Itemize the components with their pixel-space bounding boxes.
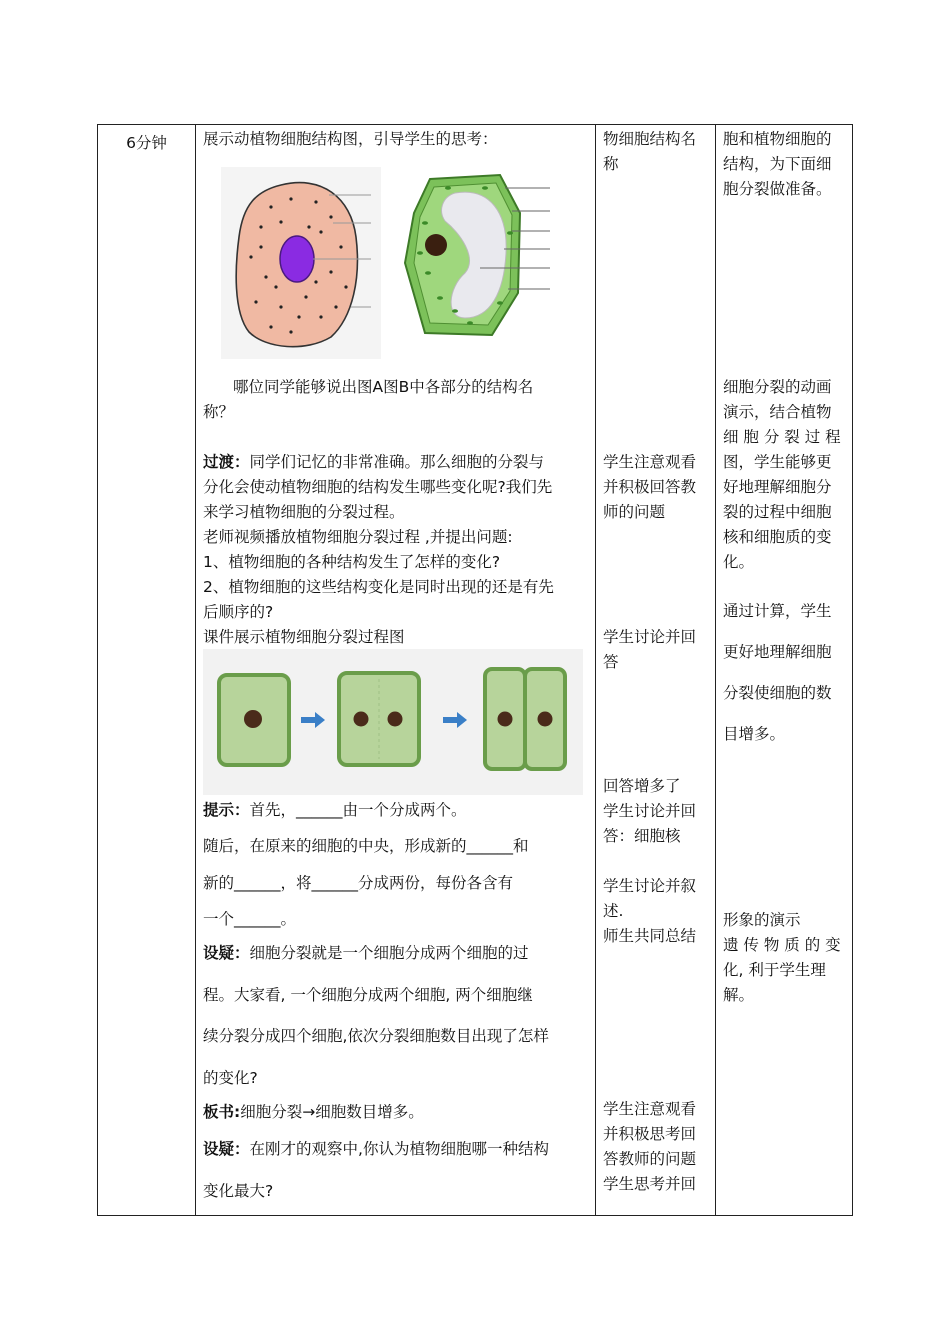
doubt2-text: 在刚才的观察中,你认为植物细胞哪一种结构	[249, 1140, 549, 1158]
transition-text: 分化会使动植物细胞的结构发生哪些变化呢?我们先	[203, 478, 553, 496]
intent-text: 核和细胞质的变	[723, 528, 832, 546]
doubt-text: 程。大家看, 一个细胞分成两个细胞, 两个细胞继	[203, 986, 533, 1004]
intent-text: 演示，结合植物	[723, 403, 832, 421]
student-text: 学生注意观看	[603, 453, 697, 471]
doubt2-line	[203, 1137, 549, 1162]
intent-text: 通过计算，学生	[723, 602, 832, 620]
intent-text: 胞和植物细胞的	[723, 130, 832, 148]
hint-text: 随后，在原来的细胞的中央，形成新的______和	[203, 837, 529, 855]
question-2: 后顺序的?	[203, 603, 274, 621]
doubt-text: 续分裂分成四个细胞,依次分裂细胞数目出现了怎样	[203, 1027, 549, 1045]
student-text: 答：细胞核	[603, 827, 681, 845]
student-text: 并积极思考回	[603, 1125, 697, 1143]
hint-text: 新的______，将______分成两份，每份各含有	[203, 874, 514, 892]
division-stage-2-nucleus	[388, 712, 403, 727]
intent-text: 化, 利于学生理	[723, 961, 826, 979]
board-text: 细胞分裂→细胞数目增多。	[240, 1103, 424, 1121]
time-label: 6分钟	[126, 134, 167, 152]
intent-text: 图，学生能够更	[723, 453, 832, 471]
division-stage-3-nucleus	[538, 712, 553, 727]
student-activity-cell	[595, 125, 715, 1215]
plant-cell-figure	[400, 173, 560, 341]
hint-line	[203, 798, 467, 823]
division-stage-3-nucleus	[498, 712, 513, 727]
student-text: 学生讨论并叙	[603, 877, 697, 895]
intent-text: 目增多。	[723, 725, 786, 743]
division-stage-2-nucleus	[354, 712, 369, 727]
board-label: 板书:	[203, 1103, 241, 1121]
doubt-label: 设疑：	[203, 944, 250, 962]
intent-text: 解。	[723, 986, 755, 1004]
student-text: 答	[603, 653, 619, 671]
student-text: 学生讨论并回	[603, 628, 697, 646]
student-text: 师生共同总结	[603, 927, 697, 945]
intent-text: 细胞分裂的动画	[723, 378, 832, 396]
question-2: 2、植物细胞的这些结构变化是同时出现的还是有先	[203, 578, 554, 596]
animal-cell-nucleus	[280, 236, 314, 282]
hint-label: 提示：	[203, 801, 250, 819]
doubt-line	[203, 941, 529, 966]
division-stage-1-nucleus	[244, 710, 262, 728]
intent-text: 分裂使细胞的数	[723, 684, 832, 702]
student-text: 学生思考并回	[603, 1175, 697, 1193]
teacher-activity-cell	[195, 125, 595, 1215]
intent-text: 结构，为下面细	[723, 155, 832, 173]
student-text: 并积极回答教	[603, 478, 697, 496]
student-text: 述.	[603, 902, 624, 920]
question-text: 称？	[203, 403, 235, 421]
intent-text: 形象的演示	[723, 911, 801, 929]
doubt2-label: 设疑：	[203, 1140, 250, 1158]
time-cell	[98, 125, 195, 1215]
transition-label: 过渡：	[203, 453, 250, 471]
intent-text: 更好地理解细胞	[723, 643, 832, 661]
student-text: 学生讨论并回	[603, 802, 697, 820]
board-line	[203, 1100, 424, 1125]
transition-text: 同学们记忆的非常准确。那么细胞的分裂与	[249, 453, 545, 471]
design-intent-cell	[715, 125, 854, 1215]
question-1: 1、植物细胞的各种结构发生了怎样的变化?	[203, 553, 501, 571]
intent-text: 胞分裂做准备。	[723, 180, 832, 198]
student-text: 学生注意观看	[603, 1100, 697, 1118]
cell-division-figure	[203, 649, 583, 795]
intent-text: 细 胞 分 裂 过 程	[723, 428, 841, 446]
transition-line	[203, 450, 544, 475]
student-text: 回答增多了	[603, 777, 681, 795]
intent-text: 遗 传 物 质 的 变	[723, 936, 841, 954]
transition-text: 来学习植物细胞的分裂过程。	[203, 503, 405, 521]
student-text: 称	[603, 155, 619, 173]
intent-text: 好地理解细胞分	[723, 478, 832, 496]
intro-text: 展示动植物细胞结构图，引导学生的思考：	[203, 130, 498, 148]
plant-cell-nucleus	[425, 234, 447, 256]
intent-text: 裂的过程中细胞	[723, 503, 832, 521]
animal-cell-figure	[221, 167, 381, 359]
doubt2-text: 变化最大?	[203, 1182, 274, 1200]
show-process-text: 课件展示植物细胞分裂过程图	[203, 628, 405, 646]
hint-text: 首先，______由一个分成两个。	[249, 801, 467, 819]
lesson-table	[97, 124, 853, 1216]
doubt-text: 的变化?	[203, 1069, 258, 1087]
intent-text: 化。	[723, 553, 755, 571]
question-text: 哪位同学能够说出图A图B中各部分的结构名	[233, 378, 534, 396]
student-text: 物细胞结构名	[603, 130, 697, 148]
doubt-text: 细胞分裂就是一个细胞分成两个细胞的过	[249, 944, 529, 962]
hint-text: 一个______。	[203, 910, 297, 928]
student-text: 答教师的问题	[603, 1150, 697, 1168]
student-text: 师的问题	[603, 503, 666, 521]
video-text: 老师视频播放植物细胞分裂过程 ,并提出问题:	[203, 528, 513, 546]
